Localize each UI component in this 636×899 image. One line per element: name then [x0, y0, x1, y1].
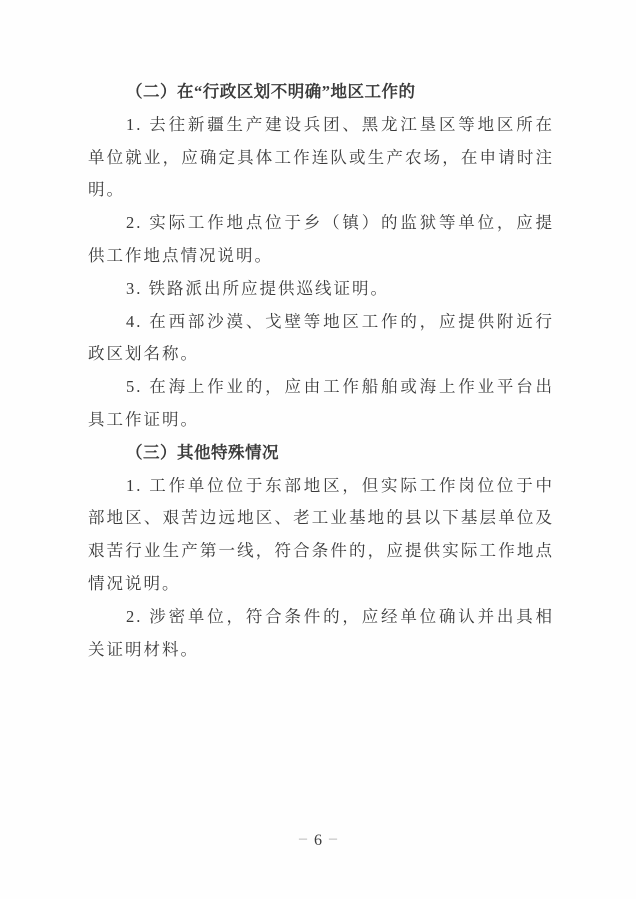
- section-heading: （二）在“行政区划不明确”地区工作的: [126, 82, 416, 101]
- page-number-dash-right: –: [329, 830, 337, 847]
- paragraph-item-3: 3. 铁路派出所应提供巡线证明。: [126, 278, 389, 298]
- paragraph-item-2: 2. 实际工作地点位于乡（镇）的监狱等单位，应提供工作地点情况说明。: [88, 213, 554, 265]
- section-administrative-unclear: [88, 76, 554, 437]
- section-other-special-cases: [88, 437, 554, 667]
- paragraph-item-5: 5. 在海上作业的，应由工作船舶或海上作业平台出具工作证明。: [88, 377, 554, 429]
- document-content: [88, 76, 554, 666]
- page-number-dash-left: –: [299, 830, 307, 847]
- section-heading: （三）其他特殊情况: [126, 442, 279, 462]
- page-footer: [0, 832, 636, 850]
- paragraph-item-1: 1. 去往新疆生产建设兵团、黑龙江垦区等地区所在单位就业，应确定具体工作连队或生产农场，在申请时注明。: [88, 114, 554, 200]
- paragraph-item-2: 2. 涉密单位，符合条件的，应经单位确认并出具相关证明材料。: [88, 606, 554, 659]
- paragraph-item-4: 4. 在西部沙漠、戈壁等地区工作的，应提供附近行政区划名称。: [88, 311, 554, 364]
- paragraph-item-1: 1. 工作单位位于东部地区，但实际工作岗位位于中部地区、艰苦边远地区、老工业基地的县以下基层单位及艰苦行业生产第一线，符合条件的，应提供实际工作地点情况说明。: [88, 475, 554, 593]
- page-number: 6: [314, 832, 322, 849]
